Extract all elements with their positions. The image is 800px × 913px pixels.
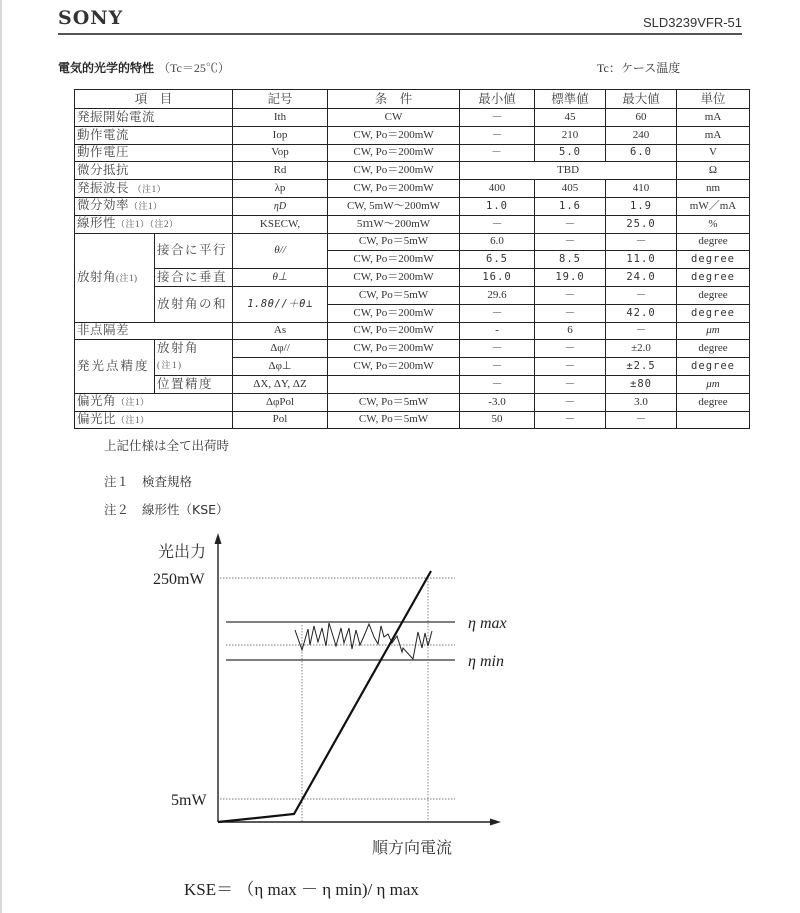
min-cell: 1.0 bbox=[460, 197, 535, 215]
table-row bbox=[75, 109, 750, 127]
table-row bbox=[75, 340, 750, 358]
condition-cell: CW, Po＝200mW bbox=[328, 162, 460, 180]
unit-cell: μm bbox=[677, 375, 750, 393]
item-cell: 非点隔差 bbox=[75, 322, 233, 340]
max-cell: 24.0 bbox=[606, 269, 677, 287]
symbol-cell: λp bbox=[233, 180, 328, 198]
unit-cell: degree bbox=[677, 358, 750, 376]
shipment-note: 上記仕様は全て出荷時 bbox=[104, 438, 230, 453]
efficiency-trace bbox=[295, 623, 432, 659]
eta-min-label-text: η min bbox=[468, 653, 504, 670]
kse-diagram bbox=[0, 520, 800, 870]
condition-cell: CW bbox=[328, 109, 460, 127]
item-cell: 動作電流 bbox=[75, 126, 233, 144]
item-cell bbox=[75, 393, 233, 411]
typ-cell: 45 bbox=[535, 109, 606, 127]
min-cell: -3.0 bbox=[460, 393, 535, 411]
typ-cell: － bbox=[535, 375, 606, 393]
typ-cell: 5.0 bbox=[535, 144, 606, 162]
symbol-cell: θ// bbox=[233, 233, 328, 269]
min-cell: － bbox=[460, 215, 535, 233]
min-cell: － bbox=[460, 375, 535, 393]
item-note: (注1) bbox=[116, 272, 138, 283]
table-row bbox=[75, 233, 750, 251]
sub-item-cell: 放射角の和 bbox=[155, 286, 233, 322]
unit-cell: mA bbox=[677, 126, 750, 144]
max-cell: 11.0 bbox=[606, 251, 677, 269]
item-label: 微分効率 bbox=[77, 198, 130, 213]
item-label: 線形性 bbox=[77, 216, 117, 231]
min-cell: 50 bbox=[460, 411, 535, 429]
unit-cell: μm bbox=[677, 322, 750, 340]
min-cell: － bbox=[460, 109, 535, 127]
table-row bbox=[75, 162, 750, 180]
unit-cell: nm bbox=[677, 180, 750, 198]
condition-cell: CW, Po＝200mW bbox=[328, 251, 460, 269]
min-cell: － bbox=[460, 144, 535, 162]
y-tick-250mw: 250mW bbox=[153, 571, 205, 588]
model-number: SLD3239VFR-51 bbox=[643, 15, 742, 30]
col-header-unit: 単位 bbox=[677, 90, 750, 109]
item-cell: 動作電圧 bbox=[75, 144, 233, 162]
condition-cell: 5ｍW〜200mW bbox=[328, 215, 460, 233]
note-2-text: 線形性（KSE） bbox=[142, 502, 229, 517]
typ-cell: 1.6 bbox=[535, 197, 606, 215]
max-cell: ±2.5 bbox=[606, 358, 677, 376]
formula-lhs: KSE＝ bbox=[184, 880, 234, 899]
item-cell: 微分抵抗 bbox=[75, 162, 233, 180]
max-cell: ±80 bbox=[606, 375, 677, 393]
unit-cell: V bbox=[677, 144, 750, 162]
item-note: （注1） bbox=[129, 201, 163, 212]
note-1-label: 注１ bbox=[104, 474, 130, 489]
col-header-max: 最大値 bbox=[606, 90, 677, 109]
symbol-cell: Vop bbox=[233, 144, 328, 162]
min-cell: － bbox=[460, 304, 535, 322]
condition-cell: CW, Po＝200mW bbox=[328, 322, 460, 340]
section-condition: （Tc＝25℃） bbox=[158, 61, 230, 75]
max-cell: － bbox=[606, 286, 677, 304]
unit-cell: Ω bbox=[677, 162, 750, 180]
max-cell: ±2.0 bbox=[606, 340, 677, 358]
table-row bbox=[75, 126, 750, 144]
symbol-cell: Pol bbox=[233, 411, 328, 429]
typ-cell: 405 bbox=[535, 180, 606, 198]
sub-item-note: (注1) bbox=[157, 360, 183, 371]
unit-cell: degree bbox=[677, 233, 750, 251]
note-1-text: 検査規格 bbox=[142, 474, 193, 489]
min-cell: 6.0 bbox=[460, 233, 535, 251]
symbol-cell: Δφ⊥ bbox=[233, 358, 328, 376]
symbol-cell: As bbox=[233, 322, 328, 340]
spec-table bbox=[74, 89, 750, 429]
table-row bbox=[75, 215, 750, 233]
item-note: （注1） bbox=[116, 414, 150, 425]
min-cell: - bbox=[460, 322, 535, 340]
table-row bbox=[75, 393, 750, 411]
symbol-cell: ΔX, ΔY, ΔZ bbox=[233, 375, 328, 393]
table-row bbox=[75, 197, 750, 215]
unit-cell: degree bbox=[677, 304, 750, 322]
item-label: 偏光角 bbox=[77, 394, 117, 409]
eta-max-label bbox=[468, 615, 507, 632]
condition-cell: CW, Po＝200mW bbox=[328, 340, 460, 358]
x-axis-label: 順方向電流 bbox=[372, 838, 453, 857]
note-2 bbox=[104, 500, 229, 518]
li-curve bbox=[218, 571, 431, 822]
col-header-min: 最小値 bbox=[460, 90, 535, 109]
item-cell bbox=[75, 197, 233, 215]
table-header-row bbox=[75, 90, 750, 109]
min-cell: － bbox=[460, 358, 535, 376]
typ-cell: － bbox=[535, 233, 606, 251]
condition-cell: CW, Po＝200mW bbox=[328, 180, 460, 198]
condition-cell: CW, Po＝5mW bbox=[328, 286, 460, 304]
unit-cell: degree bbox=[677, 269, 750, 287]
col-header-item: 項 目 bbox=[75, 90, 233, 109]
table-row bbox=[75, 286, 750, 304]
min-cell: 6.5 bbox=[460, 251, 535, 269]
unit-cell: degree bbox=[677, 393, 750, 411]
condition-cell: CW, Po＝5mW bbox=[328, 393, 460, 411]
sub-item-label: 放射角 bbox=[157, 341, 200, 356]
tc-note: Tc：ケース温度 bbox=[597, 61, 681, 75]
sub-item-cell bbox=[155, 340, 233, 376]
note-2-label: 注２ bbox=[104, 502, 130, 517]
condition-cell: CW, Po＝5mW bbox=[328, 411, 460, 429]
unit-cell: degree bbox=[677, 251, 750, 269]
table-row bbox=[75, 269, 750, 287]
symbol-cell: Iop bbox=[233, 126, 328, 144]
col-header-symbol: 記号 bbox=[233, 90, 328, 109]
kse-formula bbox=[184, 875, 419, 900]
col-header-condition: 条 件 bbox=[328, 90, 460, 109]
condition-cell: CW, Po＝5mW bbox=[328, 233, 460, 251]
guide-lines bbox=[220, 578, 455, 822]
y-axis-arrow-icon bbox=[215, 533, 222, 544]
symbol-cell: ΔφPol bbox=[233, 393, 328, 411]
typ-cell: － bbox=[535, 358, 606, 376]
max-cell: 240 bbox=[606, 126, 677, 144]
item-cell bbox=[75, 215, 233, 233]
condition-cell: CW, Po＝200mW bbox=[328, 358, 460, 376]
min-cell: － bbox=[460, 126, 535, 144]
typ-cell: － bbox=[535, 411, 606, 429]
x-axis-arrow-icon bbox=[490, 819, 501, 826]
unit-cell: mW／mA bbox=[677, 197, 750, 215]
item-cell-radiation bbox=[75, 233, 155, 322]
symbol-cell: Ith bbox=[233, 109, 328, 127]
sub-item-cell: 接合に平行 bbox=[155, 233, 233, 269]
header-rule bbox=[58, 33, 742, 35]
typ-cell: 19.0 bbox=[535, 269, 606, 287]
item-cell bbox=[75, 180, 233, 198]
item-note: （注1） bbox=[116, 397, 150, 408]
sub-item-cell: 接合に垂直 bbox=[155, 269, 233, 287]
col-header-typ: 標準値 bbox=[535, 90, 606, 109]
y-axis-label: 光出力 bbox=[158, 542, 207, 561]
unit-cell: degree bbox=[677, 340, 750, 358]
condition-cell: CW, 5mW〜200mW bbox=[328, 197, 460, 215]
max-cell: － bbox=[606, 233, 677, 251]
min-cell: － bbox=[460, 340, 535, 358]
item-note: （注1） bbox=[132, 183, 167, 194]
y-tick-5mw: 5mW bbox=[171, 792, 207, 809]
unit-cell: % bbox=[677, 215, 750, 233]
note-1 bbox=[104, 472, 192, 490]
item-cell: 発振開始電流 bbox=[75, 109, 233, 127]
max-cell: 42.0 bbox=[606, 304, 677, 322]
typ-cell: － bbox=[535, 393, 606, 411]
eta-max-label-text: η max bbox=[468, 615, 507, 632]
typ-cell: － bbox=[535, 304, 606, 322]
unit-cell: degree bbox=[677, 286, 750, 304]
table-row bbox=[75, 322, 750, 340]
condition-cell bbox=[328, 375, 460, 393]
table-row bbox=[75, 180, 750, 198]
item-label: 偏光比 bbox=[77, 411, 117, 426]
merged-value-cell: TBD bbox=[460, 162, 677, 180]
symbol-cell: θ⊥ bbox=[233, 269, 328, 287]
condition-cell: CW, Po＝200mW bbox=[328, 269, 460, 287]
unit-cell bbox=[677, 411, 750, 429]
max-cell: 1.9 bbox=[606, 197, 677, 215]
condition-cell: CW, Po＝200mW bbox=[328, 144, 460, 162]
section-title-text: 電気的光学的特性 bbox=[58, 61, 155, 75]
typ-cell: 6 bbox=[535, 322, 606, 340]
symbol-cell: ηD bbox=[233, 197, 328, 215]
section-title bbox=[58, 59, 230, 76]
item-label: 発振波長 bbox=[77, 180, 130, 195]
item-cell-emission-point: 発光点精度 bbox=[75, 340, 155, 393]
typ-cell: － bbox=[535, 215, 606, 233]
max-cell: 25.0 bbox=[606, 215, 677, 233]
table-row bbox=[75, 411, 750, 429]
min-cell: 16.0 bbox=[460, 269, 535, 287]
formula-rhs: （η max － η min)/ η max bbox=[237, 880, 419, 899]
typ-cell: － bbox=[535, 286, 606, 304]
item-label: 放射角 bbox=[77, 269, 117, 284]
max-cell: 6.0 bbox=[606, 144, 677, 162]
symbol-cell: KSECW, bbox=[233, 215, 328, 233]
table-row bbox=[75, 375, 750, 393]
condition-cell: CW, Po＝200mW bbox=[328, 304, 460, 322]
min-cell: 29.6 bbox=[460, 286, 535, 304]
table-row bbox=[75, 144, 750, 162]
eta-min-label bbox=[468, 653, 504, 670]
typ-cell: 8.5 bbox=[535, 251, 606, 269]
sub-item-cell: 位置精度 bbox=[155, 375, 233, 393]
min-cell: 400 bbox=[460, 180, 535, 198]
symbol-cell: Δφ// bbox=[233, 340, 328, 358]
item-cell bbox=[75, 411, 233, 429]
condition-cell: CW, Po＝200mW bbox=[328, 126, 460, 144]
item-note: （注1）（注2） bbox=[116, 219, 179, 230]
sony-logo: SONY bbox=[58, 7, 124, 29]
typ-cell: 210 bbox=[535, 126, 606, 144]
max-cell: － bbox=[606, 322, 677, 340]
symbol-cell: Rd bbox=[233, 162, 328, 180]
max-cell: 410 bbox=[606, 180, 677, 198]
symbol-cell: 1.8θ//＋θ⊥ bbox=[233, 286, 328, 322]
max-cell: 3.0 bbox=[606, 393, 677, 411]
unit-cell: mA bbox=[677, 109, 750, 127]
max-cell: 60 bbox=[606, 109, 677, 127]
max-cell: － bbox=[606, 411, 677, 429]
typ-cell: － bbox=[535, 340, 606, 358]
